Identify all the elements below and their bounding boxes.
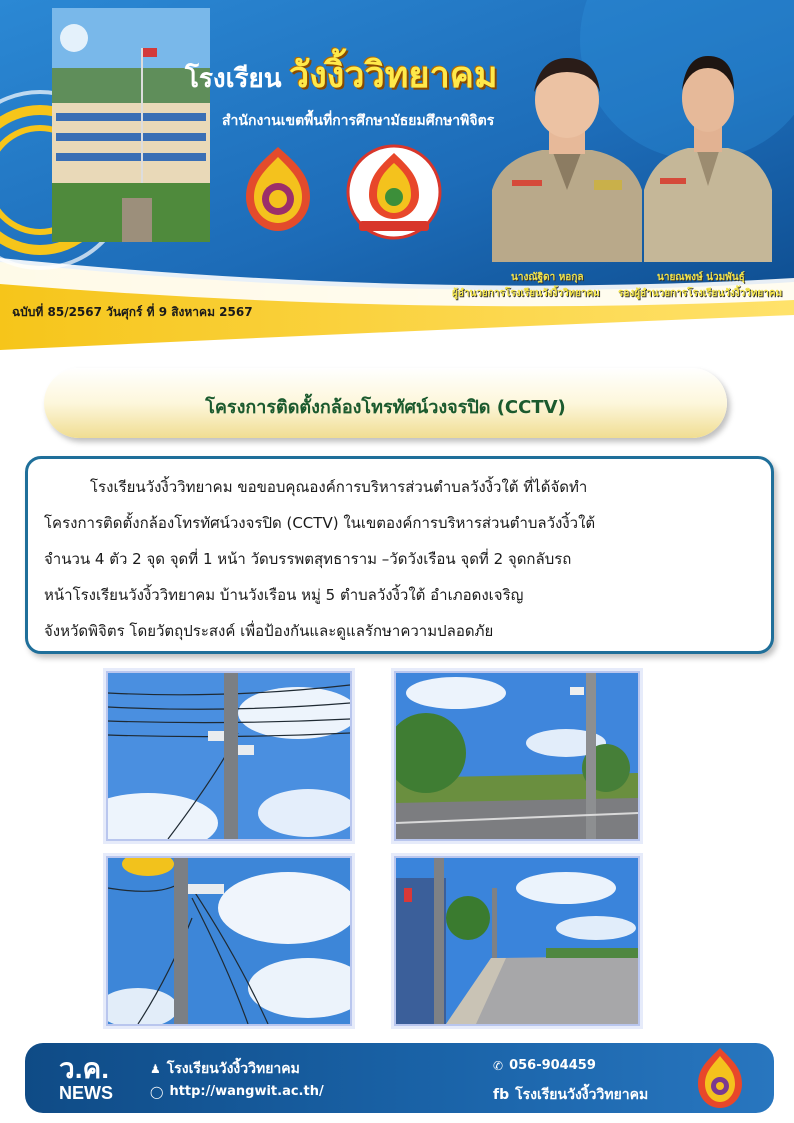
newsletter-header [0,0,794,360]
issue-info: ฉบับที่ 85/2567 วันศุกร์ ที่ 9 สิงหาคม 2567 [12,305,253,319]
ministry-emblem-icon [240,145,316,233]
director-title: ผู้อำนวยการโรงเรียนวังงิ้ววิทยาคม [452,288,600,299]
deputy-director-name: นายณพงษ์ น่วมพันธุ์ [657,272,745,283]
newsletter-footer [25,1043,774,1113]
footer-news-label: NEWS [59,1083,113,1103]
footer-facebook-page[interactable]: โรงเรียนวังงิ้ววิทยาคม [515,1087,649,1103]
deputy-director-title: รองผู้อำนวยการโรงเรียนวังงิ้ววิทยาคม [618,288,783,299]
deputy-director-portrait [638,40,778,262]
body-line: โครงการติดตั้งกล้องโทรทัศน์วงจรปิด (CCTV) ในเขตองค์การบริหารส่วนตำบลวังงิ้วใต้ [44,514,596,532]
cctv-photo-roadside [394,671,640,841]
globe-icon: ◯ [150,1084,164,1099]
school-name-prefix: โรงเรียน [185,64,282,94]
facebook-icon: fb [493,1087,510,1103]
body-line: หน้าโรงเรียนวังงิ้ววิทยาคม บ้านวังเรือน หมู่ 5 ตำบลวังงิ้วใต้ อำเภอดงเจริญ [44,586,524,604]
article-title: โครงการติดตั้งกล้องโทรทัศน์วงจรปิด (CCTV) [205,397,566,418]
body-line: จังหวัดพิจิตร โดยวัตถุประสงค์ เพื่อป้องกันและดูแลรักษาความปลอดภัย [44,622,494,640]
school-emblem-icon [690,1046,750,1110]
secondary-education-emblem-icon [345,143,443,241]
article-body [25,456,774,654]
body-line: โรงเรียนวังงิ้ววิทยาคม ขอขอบคุณองค์การบริหารส่วนตำบลวังงิ้วใต้ ที่ได้จัดทำ [90,478,588,496]
body-line: จำนวน 4 ตัว 2 จุด จุดที่ 1 หน้า วัดบรรพตสุทธาราม –วัดวังเรือน จุดที่ 2 จุดกลับรถ [44,550,572,568]
school-name: วังงิ้ววิทยาคม [289,55,498,96]
footer-phone [493,1058,596,1073]
education-office-name: สำนักงานเขตพื้นที่การศึกษามัธยมศึกษาพิจิตร [222,113,495,129]
footer-phone-number: 056-904459 [509,1058,596,1073]
footer-school [150,1058,300,1080]
title-banner [44,368,727,438]
phone-icon: ✆ [493,1058,504,1073]
cctv-photo-school-front-road [394,856,640,1026]
footer-website[interactable] [150,1084,324,1099]
school-building-photo [52,8,210,242]
footer-logo-text: ว.ค. [59,1053,110,1084]
footer-school-name: โรงเรียนวังงิ้ววิทยาคม [166,1061,300,1077]
user-icon: ♟ [150,1062,161,1076]
footer-website-url[interactable]: http://wangwit.ac.th/ [169,1084,324,1099]
director-portrait [482,40,652,262]
cctv-photo-pole-sky [106,671,352,841]
director-name: นางณัฐิดา หอกุล [511,272,584,283]
cctv-photo-camera-closeup [106,856,352,1026]
footer-facebook[interactable] [493,1084,648,1106]
